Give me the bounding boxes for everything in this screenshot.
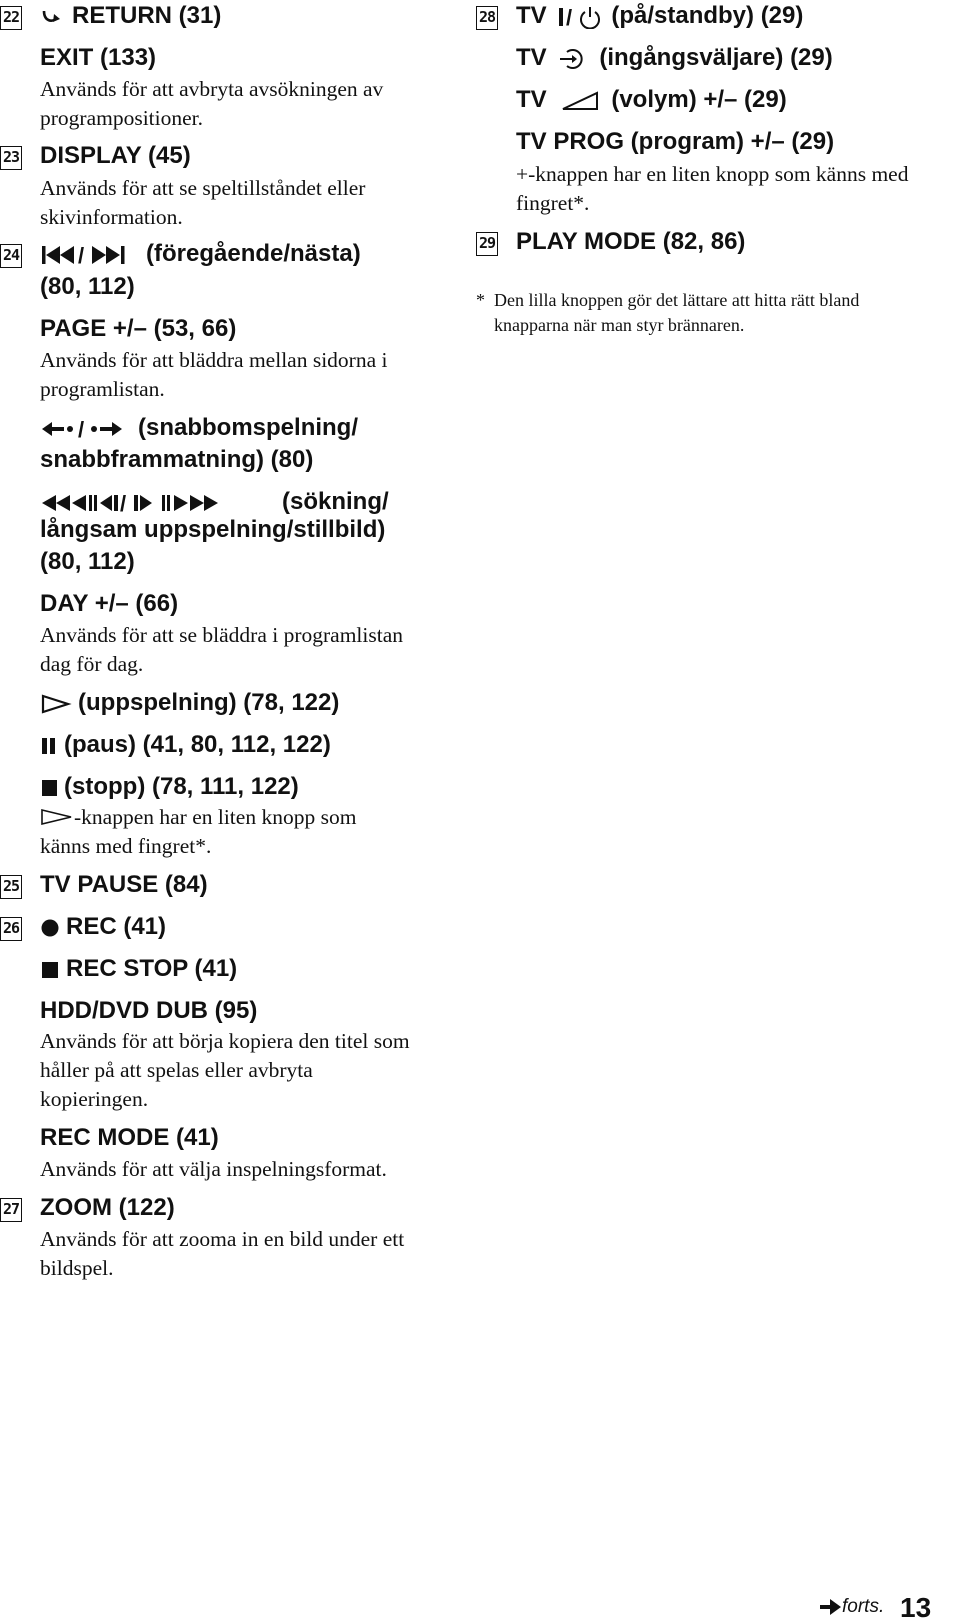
rec-mode-description: Används för att välja inspelningsformat. (40, 1157, 387, 1181)
zoom-heading: ZOOM (122) (40, 1194, 175, 1221)
replay-heading (40, 412, 358, 444)
prev-next-label: (föregående/nästa) (146, 240, 361, 267)
tv-power-label: (på/standby) (29) (611, 2, 804, 29)
zoom-description: Används för att zooma in en bild under ett bildspel. (40, 1227, 405, 1280)
play-icon (40, 693, 72, 715)
page-footer (820, 1594, 960, 1624)
tv-input-label: (ingångsväljare) (29) (599, 44, 833, 71)
play-label: (uppspelning) (78, 122) (78, 689, 340, 716)
footnote-star: * (476, 290, 485, 310)
exit-description: Används för att avbryta avsökningen av programpositioner. (40, 77, 384, 130)
tv-volume-label: (volym) +/– (29) (611, 86, 787, 113)
page-number: 13 (900, 1592, 932, 1623)
tv-volume-prefix: TV (516, 86, 547, 113)
tv-prog-description: +-knappen har en liten knopp som känns med fingret*. (516, 162, 909, 215)
tv-power-heading (516, 0, 803, 32)
play-heading (40, 687, 339, 719)
rec-mode-heading: REC MODE (41) (40, 1124, 219, 1151)
pause-label: (paus) (41, 80, 112, 122) (64, 731, 331, 758)
play-knob-text-line2: känns med fingret*. (40, 834, 212, 858)
page-description: Används för att bläddra mellan sidorna i programlistan. (40, 348, 388, 401)
play-knob-description (40, 803, 435, 861)
item-number-22: 22 (0, 6, 22, 30)
item-number-26: 26 (0, 917, 22, 941)
item-number-23: 23 (0, 146, 22, 170)
play-icon (40, 807, 74, 827)
search-slow-icon (40, 492, 276, 514)
page-heading: PAGE +/– (53, 66) (40, 315, 237, 342)
day-heading: DAY +/– (66) (40, 590, 179, 617)
tv-input-heading (516, 42, 833, 74)
day-description: Används för att se bläddra i programlistan dag för dag. (40, 623, 404, 676)
play-knob-text: -knappen har en liten knopp som (74, 805, 357, 829)
power-standby-icon (557, 5, 605, 29)
stop-icon (40, 777, 58, 799)
prev-next-heading (40, 238, 361, 270)
volume-icon (557, 89, 605, 113)
rec-stop-label: REC STOP (41) (66, 955, 238, 982)
footnote-text: Den lilla knoppen gör det lättare att hitta rätt bland knapparna när man styr brännaren. (494, 290, 860, 335)
item-number-27: 27 (0, 1198, 22, 1222)
return-heading (40, 0, 221, 32)
continued-arrow-icon (820, 1598, 842, 1616)
svg-text:/: / (120, 491, 127, 514)
input-select-icon (557, 47, 593, 71)
prev-next-icon (40, 244, 140, 266)
rec-heading (40, 911, 166, 943)
stop-heading (40, 771, 299, 803)
prev-next-pages: (80, 112) (40, 273, 135, 300)
stop-label: (stopp) (78, 111, 122) (64, 773, 299, 800)
replay-label: (snabbomspelning/ (138, 414, 359, 441)
pause-heading (40, 729, 331, 761)
display-description: Används för att se speltillståndet eller skivinformation. (40, 176, 366, 229)
return-arrow-icon (40, 7, 66, 27)
continued-label: forts. (842, 1596, 885, 1617)
search-label-line2: långsam uppspelning/stillbild) (40, 516, 386, 543)
search-label: (sökning/ (282, 488, 389, 515)
tv-input-prefix: TV (516, 44, 547, 71)
item-number-28: 28 (476, 6, 498, 30)
tv-prog-heading: TV PROG (program) +/– (29) (516, 128, 835, 155)
record-dot-icon (40, 917, 60, 939)
exit-heading: EXIT (133) (40, 44, 157, 71)
tv-power-prefix: TV (516, 2, 547, 29)
svg-text:/: / (78, 418, 85, 439)
stop-icon (40, 959, 60, 981)
tv-volume-heading (516, 84, 787, 116)
dub-heading: HDD/DVD DUB (95) (40, 997, 258, 1024)
tv-pause-heading: TV PAUSE (84) (40, 871, 208, 898)
replay-advance-icon (40, 419, 132, 439)
dub-description: Används för att börja kopiera den titel som håller på att spelas eller avbryta kopieringen. (40, 1029, 410, 1111)
search-pages: (80, 112) (40, 548, 135, 575)
svg-text:/: / (78, 243, 85, 266)
display-heading: DISPLAY (45) (40, 142, 191, 169)
return-label: RETURN (31) (72, 2, 222, 29)
replay-label-line2: snabbframmatning) (80) (40, 446, 314, 473)
item-number-24: 24 (0, 244, 22, 268)
item-number-25: 25 (0, 875, 22, 899)
item-number-29: 29 (476, 232, 498, 256)
pause-icon (40, 735, 58, 757)
rec-label: REC (41) (66, 913, 167, 940)
play-mode-heading: PLAY MODE (82, 86) (516, 228, 746, 255)
rec-stop-heading (40, 953, 237, 985)
svg-text:/: / (566, 4, 573, 29)
